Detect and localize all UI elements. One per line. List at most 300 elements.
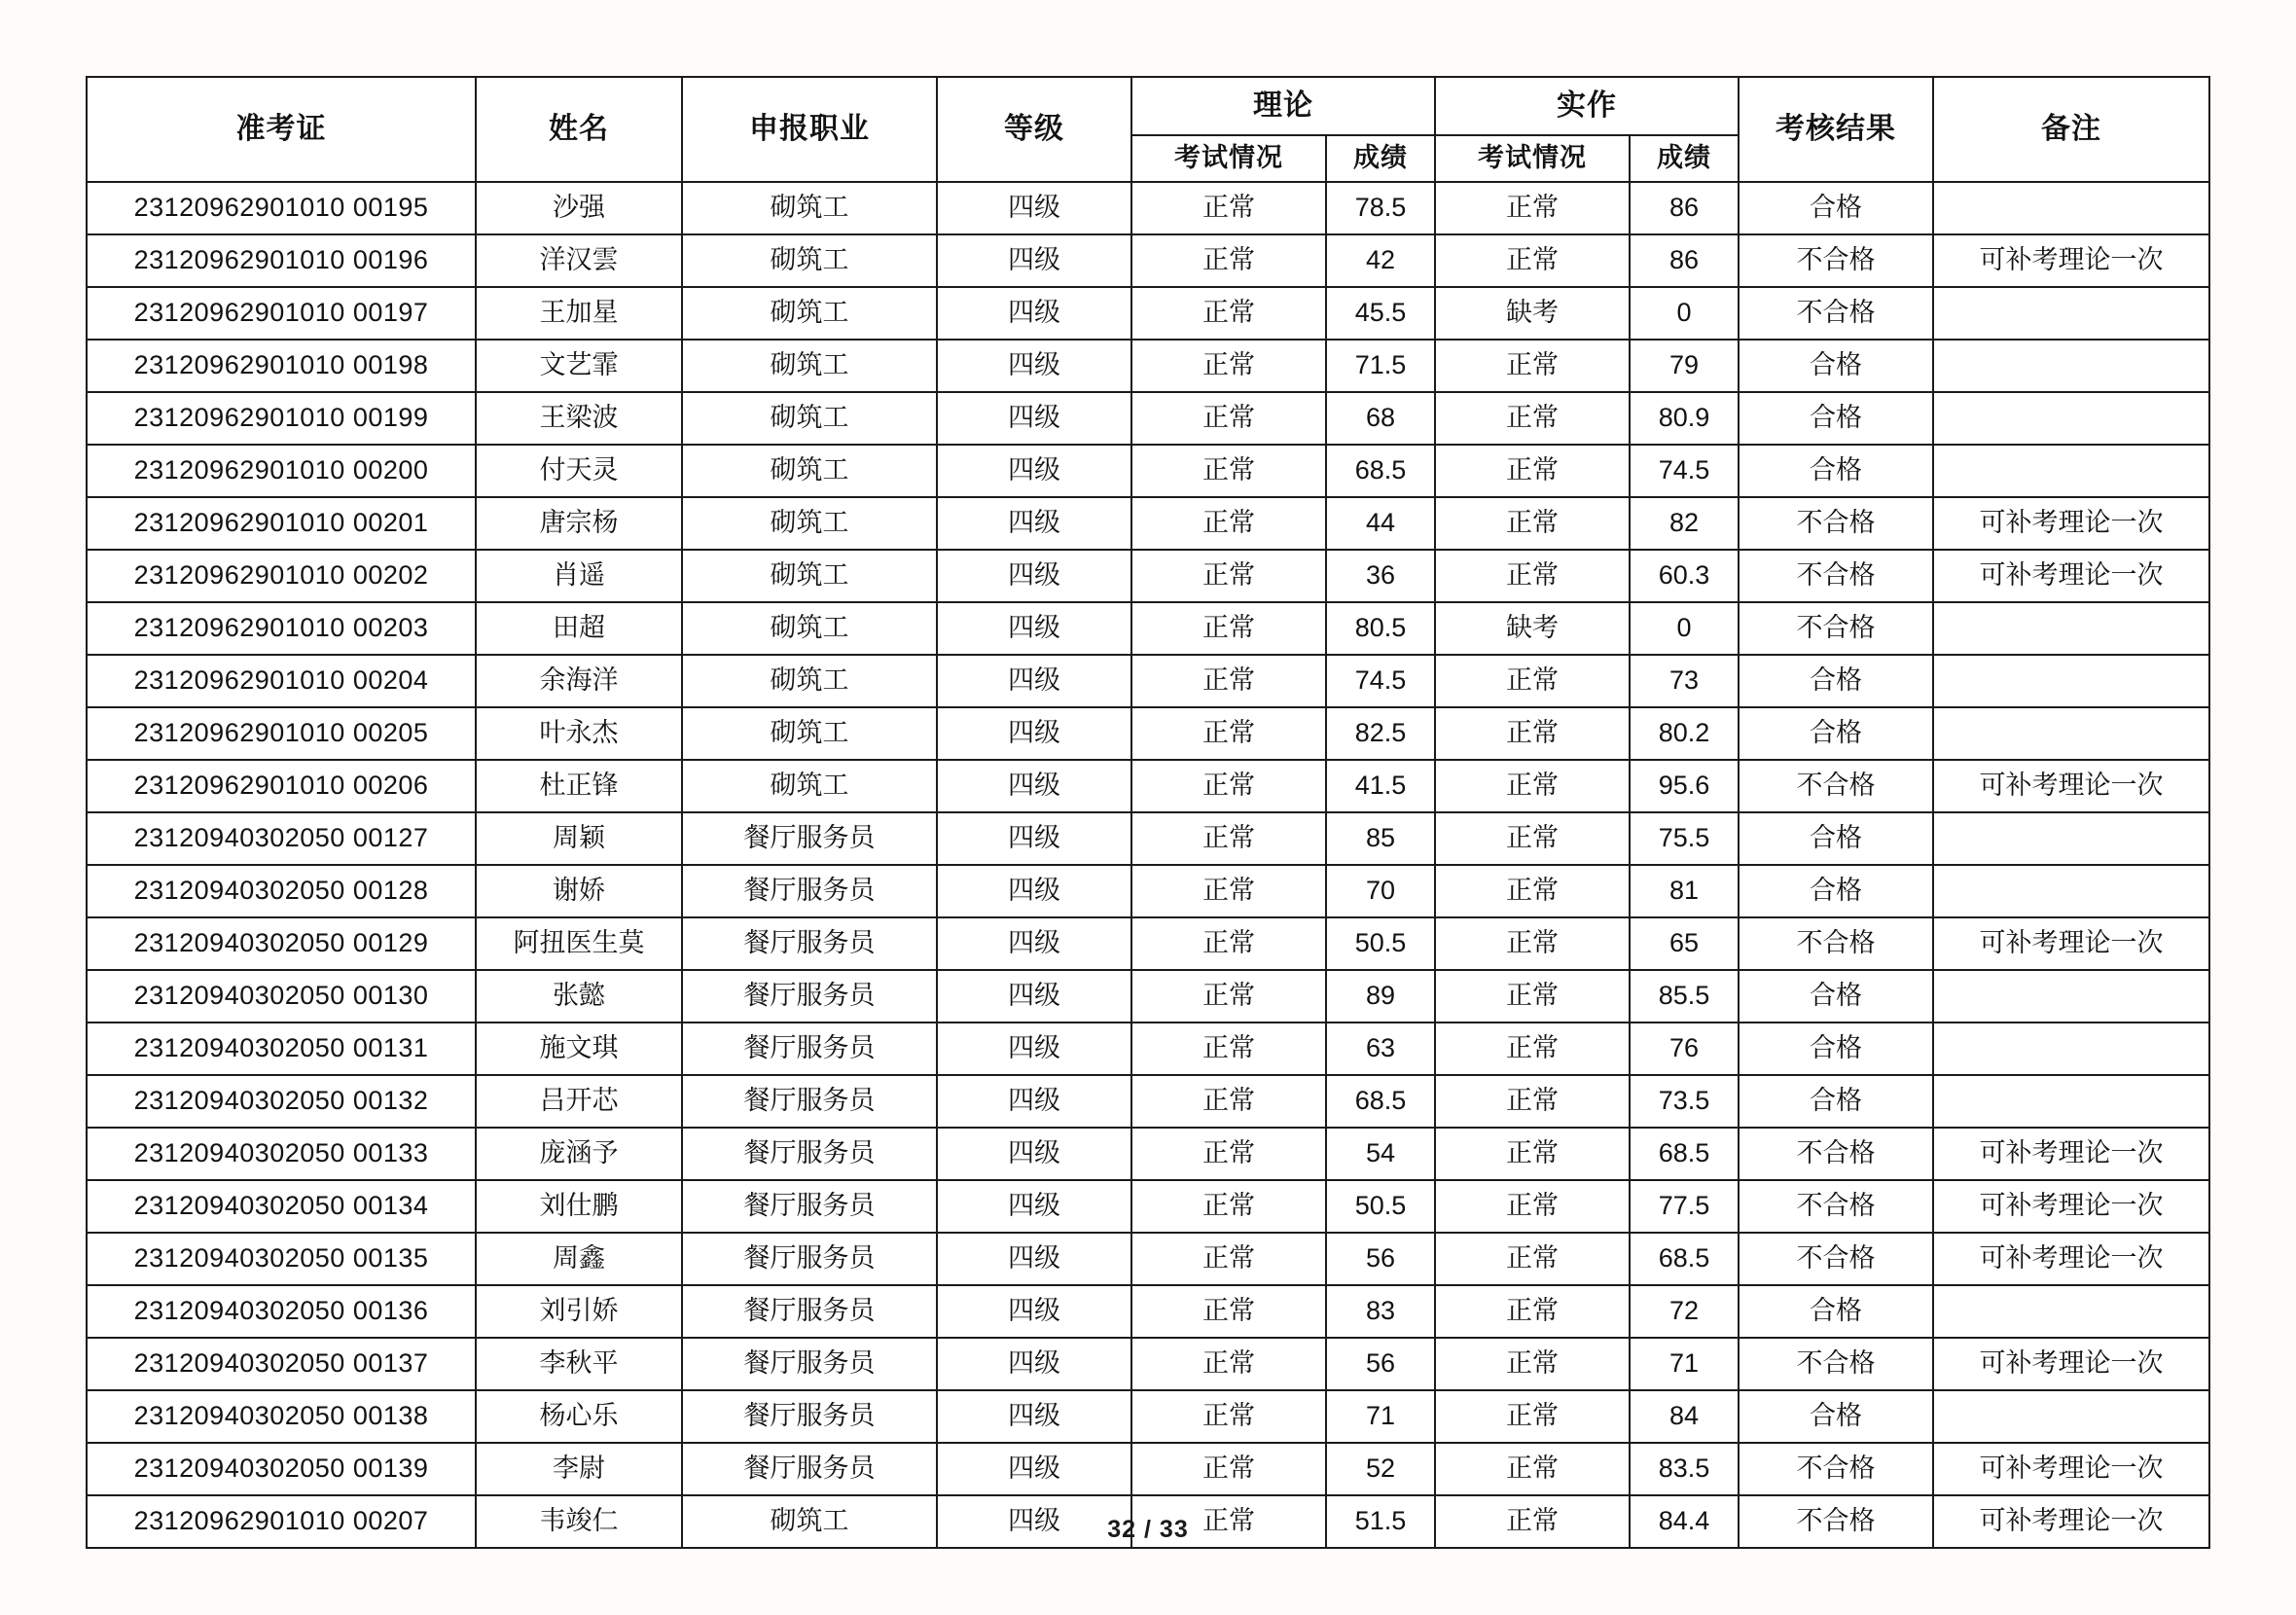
cell-theory-score: 50.5 — [1326, 917, 1435, 970]
cell-theory-score: 68 — [1326, 392, 1435, 445]
table-row — [87, 1443, 2209, 1495]
cell-occupation: 砌筑工 — [682, 287, 937, 340]
cell-practical-status: 正常 — [1435, 1495, 1630, 1548]
cell-name: 王加星 — [476, 287, 682, 340]
cell-theory-score: 44 — [1326, 497, 1435, 550]
cell-theory-status: 正常 — [1131, 1075, 1326, 1128]
cell-remark — [1933, 1285, 2209, 1338]
table-row — [87, 287, 2209, 340]
cell-practical-status: 正常 — [1435, 1128, 1630, 1180]
table-row — [87, 865, 2209, 917]
column-header-theory: 理论 — [1131, 77, 1435, 135]
cell-level: 四级 — [937, 1128, 1131, 1180]
cell-practical-score: 77.5 — [1630, 1180, 1739, 1233]
table-row — [87, 340, 2209, 392]
cell-remark — [1933, 1390, 2209, 1443]
table-row — [87, 1390, 2209, 1443]
cell-level: 四级 — [937, 1285, 1131, 1338]
cell-name: 张懿 — [476, 970, 682, 1023]
cell-practical-score: 68.5 — [1630, 1128, 1739, 1180]
cell-theory-status: 正常 — [1131, 707, 1326, 760]
cell-admission-ticket: 23120962901010 00205 — [87, 707, 476, 760]
cell-admission-ticket: 23120940302050 00133 — [87, 1128, 476, 1180]
cell-result: 不合格 — [1739, 917, 1933, 970]
cell-level: 四级 — [937, 1075, 1131, 1128]
cell-practical-score: 72 — [1630, 1285, 1739, 1338]
cell-result: 合格 — [1739, 1285, 1933, 1338]
results-table-container — [86, 76, 2208, 1549]
cell-occupation: 砌筑工 — [682, 182, 937, 234]
cell-result: 不合格 — [1739, 1338, 1933, 1390]
table-row — [87, 497, 2209, 550]
cell-remark — [1933, 1023, 2209, 1075]
cell-practical-score: 80.9 — [1630, 392, 1739, 445]
cell-remark — [1933, 287, 2209, 340]
cell-level: 四级 — [937, 970, 1131, 1023]
cell-name: 阿扭医生莫 — [476, 917, 682, 970]
cell-admission-ticket: 23120940302050 00130 — [87, 970, 476, 1023]
cell-occupation: 餐厅服务员 — [682, 1075, 937, 1128]
cell-practical-status: 正常 — [1435, 1285, 1630, 1338]
table-row — [87, 1128, 2209, 1180]
cell-theory-status: 正常 — [1131, 1233, 1326, 1285]
cell-practical-status: 正常 — [1435, 392, 1630, 445]
cell-occupation: 餐厅服务员 — [682, 1023, 937, 1075]
cell-remark: 可补考理论一次 — [1933, 1128, 2209, 1180]
cell-theory-status: 正常 — [1131, 602, 1326, 655]
cell-result: 合格 — [1739, 1390, 1933, 1443]
cell-admission-ticket: 23120962901010 00202 — [87, 550, 476, 602]
cell-occupation: 餐厅服务员 — [682, 917, 937, 970]
cell-name: 刘仕鹏 — [476, 1180, 682, 1233]
table-row — [87, 602, 2209, 655]
cell-remark: 可补考理论一次 — [1933, 1495, 2209, 1548]
cell-practical-score: 65 — [1630, 917, 1739, 970]
cell-remark: 可补考理论一次 — [1933, 1233, 2209, 1285]
cell-admission-ticket: 23120962901010 00204 — [87, 655, 476, 707]
cell-remark: 可补考理论一次 — [1933, 550, 2209, 602]
cell-theory-status: 正常 — [1131, 865, 1326, 917]
cell-remark — [1933, 655, 2209, 707]
cell-name: 李尉 — [476, 1443, 682, 1495]
cell-result: 不合格 — [1739, 1180, 1933, 1233]
cell-occupation: 餐厅服务员 — [682, 1338, 937, 1390]
table-row — [87, 760, 2209, 812]
cell-occupation: 餐厅服务员 — [682, 1180, 937, 1233]
cell-name: 韦竣仁 — [476, 1495, 682, 1548]
cell-admission-ticket: 23120940302050 00132 — [87, 1075, 476, 1128]
cell-admission-ticket: 23120962901010 00207 — [87, 1495, 476, 1548]
cell-practical-status: 正常 — [1435, 707, 1630, 760]
table-row — [87, 1023, 2209, 1075]
cell-practical-status: 正常 — [1435, 340, 1630, 392]
cell-level: 四级 — [937, 392, 1131, 445]
cell-occupation: 砌筑工 — [682, 234, 937, 287]
cell-theory-score: 83 — [1326, 1285, 1435, 1338]
cell-practical-status: 正常 — [1435, 182, 1630, 234]
table-row — [87, 1338, 2209, 1390]
table-row — [87, 392, 2209, 445]
cell-theory-score: 74.5 — [1326, 655, 1435, 707]
cell-theory-score: 71 — [1326, 1390, 1435, 1443]
cell-practical-score: 73 — [1630, 655, 1739, 707]
table-row — [87, 917, 2209, 970]
table-row — [87, 445, 2209, 497]
column-header-name: 姓名 — [476, 77, 682, 182]
cell-theory-score: 51.5 — [1326, 1495, 1435, 1548]
cell-level: 四级 — [937, 234, 1131, 287]
cell-level: 四级 — [937, 707, 1131, 760]
cell-admission-ticket: 23120962901010 00196 — [87, 234, 476, 287]
cell-remark — [1933, 1075, 2209, 1128]
cell-occupation: 砌筑工 — [682, 655, 937, 707]
cell-name: 沙强 — [476, 182, 682, 234]
cell-remark — [1933, 970, 2209, 1023]
cell-admission-ticket: 23120940302050 00127 — [87, 812, 476, 865]
cell-theory-status: 正常 — [1131, 1023, 1326, 1075]
cell-level: 四级 — [937, 812, 1131, 865]
cell-practical-status: 正常 — [1435, 1233, 1630, 1285]
cell-level: 四级 — [937, 287, 1131, 340]
cell-level: 四级 — [937, 655, 1131, 707]
cell-remark: 可补考理论一次 — [1933, 497, 2209, 550]
cell-admission-ticket: 23120940302050 00137 — [87, 1338, 476, 1390]
cell-practical-score: 80.2 — [1630, 707, 1739, 760]
cell-name: 李秋平 — [476, 1338, 682, 1390]
cell-remark: 可补考理论一次 — [1933, 1338, 2209, 1390]
cell-practical-score: 83.5 — [1630, 1443, 1739, 1495]
cell-level: 四级 — [937, 1180, 1131, 1233]
cell-level: 四级 — [937, 1233, 1131, 1285]
cell-result: 不合格 — [1739, 1495, 1933, 1548]
cell-name: 庞涵予 — [476, 1128, 682, 1180]
table-row — [87, 1075, 2209, 1128]
cell-occupation: 砌筑工 — [682, 1495, 937, 1548]
cell-theory-score: 78.5 — [1326, 182, 1435, 234]
table-row — [87, 812, 2209, 865]
cell-practical-score: 85.5 — [1630, 970, 1739, 1023]
cell-remark: 可补考理论一次 — [1933, 1180, 2209, 1233]
cell-practical-score: 84 — [1630, 1390, 1739, 1443]
cell-name: 谢娇 — [476, 865, 682, 917]
cell-theory-score: 85 — [1326, 812, 1435, 865]
cell-level: 四级 — [937, 1338, 1131, 1390]
cell-remark — [1933, 812, 2209, 865]
cell-theory-status: 正常 — [1131, 655, 1326, 707]
cell-practical-status: 正常 — [1435, 1443, 1630, 1495]
cell-practical-status: 正常 — [1435, 497, 1630, 550]
cell-theory-status: 正常 — [1131, 445, 1326, 497]
cell-admission-ticket: 23120940302050 00128 — [87, 865, 476, 917]
cell-practical-status: 正常 — [1435, 234, 1630, 287]
cell-occupation: 砌筑工 — [682, 497, 937, 550]
cell-practical-score: 86 — [1630, 234, 1739, 287]
cell-practical-status: 正常 — [1435, 1338, 1630, 1390]
cell-admission-ticket: 23120940302050 00139 — [87, 1443, 476, 1495]
cell-practical-score: 68.5 — [1630, 1233, 1739, 1285]
cell-occupation: 餐厅服务员 — [682, 1390, 937, 1443]
table-row — [87, 707, 2209, 760]
cell-remark — [1933, 340, 2209, 392]
cell-theory-score: 82.5 — [1326, 707, 1435, 760]
cell-practical-status: 缺考 — [1435, 602, 1630, 655]
cell-name: 王梁波 — [476, 392, 682, 445]
cell-remark: 可补考理论一次 — [1933, 917, 2209, 970]
cell-occupation: 砌筑工 — [682, 392, 937, 445]
cell-practical-status: 缺考 — [1435, 287, 1630, 340]
cell-theory-status: 正常 — [1131, 392, 1326, 445]
cell-name: 周颖 — [476, 812, 682, 865]
cell-result: 合格 — [1739, 655, 1933, 707]
cell-name: 刘引娇 — [476, 1285, 682, 1338]
cell-practical-status: 正常 — [1435, 1180, 1630, 1233]
cell-admission-ticket: 23120962901010 00201 — [87, 497, 476, 550]
cell-practical-score: 76 — [1630, 1023, 1739, 1075]
cell-practical-score: 74.5 — [1630, 445, 1739, 497]
page-number-footer: 32 / 33 — [1107, 1516, 1189, 1543]
cell-occupation: 砌筑工 — [682, 602, 937, 655]
cell-practical-status: 正常 — [1435, 760, 1630, 812]
cell-name: 吕开芯 — [476, 1075, 682, 1128]
cell-theory-status: 正常 — [1131, 287, 1326, 340]
cell-result: 合格 — [1739, 970, 1933, 1023]
cell-name: 余海洋 — [476, 655, 682, 707]
cell-name: 叶永杰 — [476, 707, 682, 760]
cell-name: 施文琪 — [476, 1023, 682, 1075]
cell-practical-status: 正常 — [1435, 445, 1630, 497]
cell-result: 合格 — [1739, 707, 1933, 760]
cell-result: 合格 — [1739, 340, 1933, 392]
cell-level: 四级 — [937, 1443, 1131, 1495]
cell-level: 四级 — [937, 340, 1131, 392]
column-header-remark: 备注 — [1933, 77, 2209, 182]
cell-level: 四级 — [937, 865, 1131, 917]
cell-result: 不合格 — [1739, 234, 1933, 287]
cell-theory-status: 正常 — [1131, 812, 1326, 865]
cell-remark: 可补考理论一次 — [1933, 1443, 2209, 1495]
cell-practical-status: 正常 — [1435, 812, 1630, 865]
cell-theory-score: 42 — [1326, 234, 1435, 287]
cell-practical-status: 正常 — [1435, 655, 1630, 707]
cell-theory-score: 70 — [1326, 865, 1435, 917]
table-row — [87, 1285, 2209, 1338]
cell-occupation: 餐厅服务员 — [682, 1128, 937, 1180]
cell-remark: 可补考理论一次 — [1933, 234, 2209, 287]
cell-theory-status: 正常 — [1131, 1390, 1326, 1443]
cell-theory-score: 80.5 — [1326, 602, 1435, 655]
cell-result: 合格 — [1739, 1023, 1933, 1075]
cell-name: 文艺霏 — [476, 340, 682, 392]
cell-name: 杜正锋 — [476, 760, 682, 812]
cell-remark — [1933, 392, 2209, 445]
cell-admission-ticket: 23120962901010 00206 — [87, 760, 476, 812]
cell-result: 合格 — [1739, 392, 1933, 445]
table-body — [87, 182, 2209, 1548]
cell-theory-status: 正常 — [1131, 340, 1326, 392]
cell-theory-status: 正常 — [1131, 1128, 1326, 1180]
cell-admission-ticket: 23120940302050 00129 — [87, 917, 476, 970]
cell-theory-score: 41.5 — [1326, 760, 1435, 812]
cell-admission-ticket: 23120940302050 00136 — [87, 1285, 476, 1338]
cell-practical-status: 正常 — [1435, 970, 1630, 1023]
cell-name: 杨心乐 — [476, 1390, 682, 1443]
cell-theory-status: 正常 — [1131, 1443, 1326, 1495]
cell-practical-status: 正常 — [1435, 550, 1630, 602]
cell-level: 四级 — [937, 445, 1131, 497]
cell-result: 不合格 — [1739, 287, 1933, 340]
cell-theory-status: 正常 — [1131, 182, 1326, 234]
cell-theory-score: 56 — [1326, 1338, 1435, 1390]
cell-practical-score: 73.5 — [1630, 1075, 1739, 1128]
cell-level: 四级 — [937, 1023, 1131, 1075]
cell-theory-status: 正常 — [1131, 917, 1326, 970]
cell-result: 不合格 — [1739, 1233, 1933, 1285]
cell-theory-status: 正常 — [1131, 550, 1326, 602]
cell-occupation: 餐厅服务员 — [682, 1443, 937, 1495]
cell-theory-status: 正常 — [1131, 1338, 1326, 1390]
table-row — [87, 550, 2209, 602]
cell-theory-score: 68.5 — [1326, 1075, 1435, 1128]
cell-result: 合格 — [1739, 182, 1933, 234]
cell-theory-score: 54 — [1326, 1128, 1435, 1180]
cell-occupation: 餐厅服务员 — [682, 1233, 937, 1285]
cell-occupation: 砌筑工 — [682, 760, 937, 812]
cell-name: 唐宗杨 — [476, 497, 682, 550]
cell-occupation: 砌筑工 — [682, 707, 937, 760]
cell-theory-score: 45.5 — [1326, 287, 1435, 340]
cell-admission-ticket: 23120962901010 00198 — [87, 340, 476, 392]
cell-theory-status: 正常 — [1131, 760, 1326, 812]
table-header — [87, 77, 2209, 182]
table-row — [87, 182, 2209, 234]
cell-theory-score: 50.5 — [1326, 1180, 1435, 1233]
cell-remark — [1933, 707, 2209, 760]
table-row — [87, 1180, 2209, 1233]
cell-practical-score: 71 — [1630, 1338, 1739, 1390]
cell-remark — [1933, 182, 2209, 234]
cell-theory-score: 56 — [1326, 1233, 1435, 1285]
cell-result: 合格 — [1739, 445, 1933, 497]
cell-practical-score: 81 — [1630, 865, 1739, 917]
column-header-practical-score: 成绩 — [1630, 135, 1739, 182]
cell-level: 四级 — [937, 497, 1131, 550]
cell-occupation: 餐厅服务员 — [682, 812, 937, 865]
cell-occupation: 餐厅服务员 — [682, 970, 937, 1023]
cell-result: 不合格 — [1739, 1128, 1933, 1180]
cell-result: 不合格 — [1739, 550, 1933, 602]
cell-result: 不合格 — [1739, 497, 1933, 550]
cell-occupation: 砌筑工 — [682, 445, 937, 497]
cell-admission-ticket: 23120962901010 00197 — [87, 287, 476, 340]
table-row — [87, 970, 2209, 1023]
column-header-occupation: 申报职业 — [682, 77, 937, 182]
cell-remark — [1933, 602, 2209, 655]
cell-level: 四级 — [937, 917, 1131, 970]
cell-admission-ticket: 23120940302050 00131 — [87, 1023, 476, 1075]
column-header-theory-score: 成绩 — [1326, 135, 1435, 182]
cell-theory-score: 68.5 — [1326, 445, 1435, 497]
cell-admission-ticket: 23120940302050 00134 — [87, 1180, 476, 1233]
cell-practical-score: 0 — [1630, 287, 1739, 340]
cell-level: 四级 — [937, 182, 1131, 234]
cell-theory-score: 63 — [1326, 1023, 1435, 1075]
cell-practical-status: 正常 — [1435, 1075, 1630, 1128]
cell-practical-status: 正常 — [1435, 865, 1630, 917]
cell-admission-ticket: 23120962901010 00195 — [87, 182, 476, 234]
column-header-result: 考核结果 — [1739, 77, 1933, 182]
cell-admission-ticket: 23120962901010 00199 — [87, 392, 476, 445]
cell-practical-score: 86 — [1630, 182, 1739, 234]
cell-name: 肖遥 — [476, 550, 682, 602]
cell-theory-score: 36 — [1326, 550, 1435, 602]
cell-result: 合格 — [1739, 1075, 1933, 1128]
cell-theory-status: 正常 — [1131, 1495, 1326, 1548]
cell-name: 洋汉雲 — [476, 234, 682, 287]
cell-result: 不合格 — [1739, 1443, 1933, 1495]
cell-practical-score: 84.4 — [1630, 1495, 1739, 1548]
cell-practical-score: 79 — [1630, 340, 1739, 392]
cell-name: 田超 — [476, 602, 682, 655]
cell-admission-ticket: 23120962901010 00200 — [87, 445, 476, 497]
cell-theory-status: 正常 — [1131, 1180, 1326, 1233]
table-row — [87, 234, 2209, 287]
cell-occupation: 餐厅服务员 — [682, 865, 937, 917]
cell-practical-status: 正常 — [1435, 1023, 1630, 1075]
exam-results-table — [86, 76, 2210, 1549]
cell-practical-score: 60.3 — [1630, 550, 1739, 602]
cell-practical-score: 0 — [1630, 602, 1739, 655]
cell-theory-status: 正常 — [1131, 497, 1326, 550]
cell-theory-status: 正常 — [1131, 970, 1326, 1023]
cell-theory-status: 正常 — [1131, 1285, 1326, 1338]
column-header-level: 等级 — [937, 77, 1131, 182]
cell-level: 四级 — [937, 760, 1131, 812]
cell-name: 付天灵 — [476, 445, 682, 497]
cell-level: 四级 — [937, 550, 1131, 602]
cell-theory-status: 正常 — [1131, 234, 1326, 287]
cell-result: 不合格 — [1739, 602, 1933, 655]
column-header-admission-ticket: 准考证 — [87, 77, 476, 182]
cell-theory-score: 52 — [1326, 1443, 1435, 1495]
cell-theory-score: 89 — [1326, 970, 1435, 1023]
cell-practical-score: 95.6 — [1630, 760, 1739, 812]
cell-name: 周鑫 — [476, 1233, 682, 1285]
cell-result: 不合格 — [1739, 760, 1933, 812]
column-header-theory-status: 考试情况 — [1131, 135, 1326, 182]
column-header-practical: 实作 — [1435, 77, 1739, 135]
cell-result: 合格 — [1739, 812, 1933, 865]
cell-practical-status: 正常 — [1435, 917, 1630, 970]
cell-remark — [1933, 865, 2209, 917]
cell-admission-ticket: 23120940302050 00135 — [87, 1233, 476, 1285]
cell-practical-status: 正常 — [1435, 1390, 1630, 1443]
cell-result: 合格 — [1739, 865, 1933, 917]
table-row — [87, 1233, 2209, 1285]
cell-occupation: 砌筑工 — [682, 550, 937, 602]
cell-theory-score: 71.5 — [1326, 340, 1435, 392]
cell-remark: 可补考理论一次 — [1933, 760, 2209, 812]
cell-occupation: 砌筑工 — [682, 340, 937, 392]
cell-level: 四级 — [937, 602, 1131, 655]
cell-remark — [1933, 445, 2209, 497]
cell-admission-ticket: 23120940302050 00138 — [87, 1390, 476, 1443]
cell-level: 四级 — [937, 1390, 1131, 1443]
cell-admission-ticket: 23120962901010 00203 — [87, 602, 476, 655]
cell-occupation: 餐厅服务员 — [682, 1285, 937, 1338]
cell-practical-score: 75.5 — [1630, 812, 1739, 865]
cell-level: 四级 — [937, 1495, 1131, 1548]
table-row — [87, 655, 2209, 707]
